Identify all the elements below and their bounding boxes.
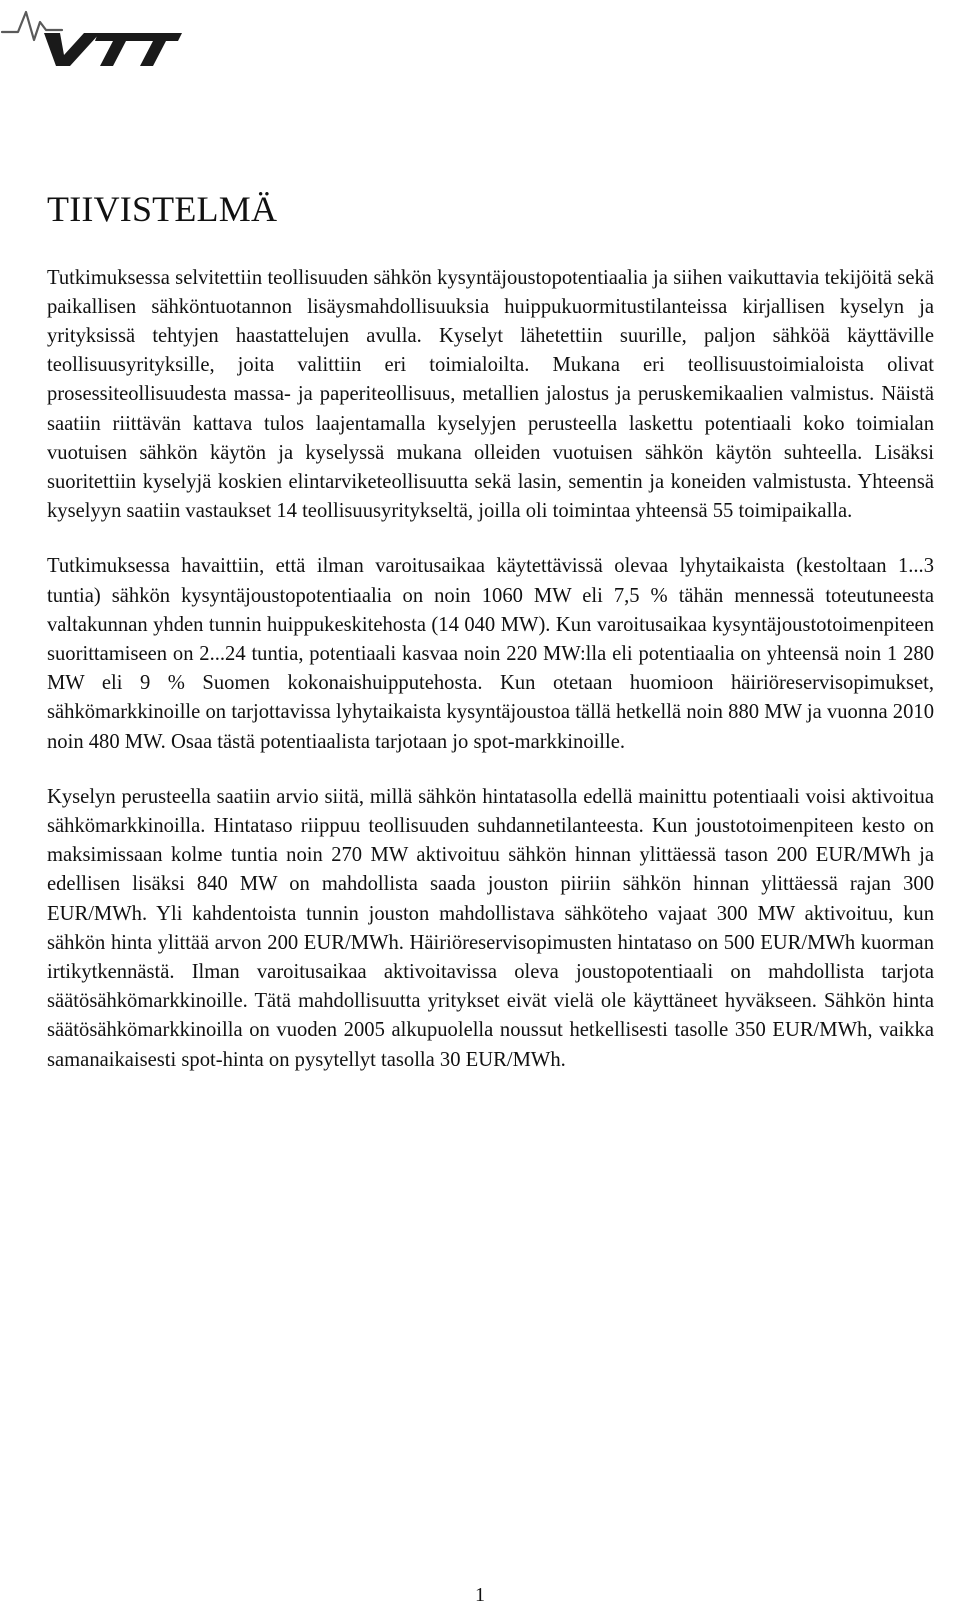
paragraph-1: Tutkimuksessa selvitettiin teollisuuden sähkön kysyntäjoustopotentiaalia ja siihen vaikuttavia tekijöitä sekä paikallisen sähköntuotannon lisäysmahdollisuuksia huippukuormitustilanteissa kirjallisen kyselyn ja yrityksissä tehtyjen haastattelujen avulla. Kyselyt lähetettiin suurille, paljon sähköä käyttäville teollisuusyrityksille, joita valittiin eri toimialoilta. Mukana eri teollisuustoimialoista olivat prosessiteollisuudesta massa- ja paperiteollisuus, metallien jalostus ja peruskemikaalien valmistus. Näistä saatiin riittävän kattava tulos laajentamalla kyselyjen perusteella laskettu potentiaali koko toimialan vuotuisen sähkön käytön ja kyselyssä mukana olleiden vuotuisen sähkön käytön suhteella. Lisäksi suoritettiin kyselyjä koskien elintarviketeollisuutta sekä lasin, sementin ja koneiden valmistusta. Yhteensä kyselyyn saatiin vastaukset 14 teollisuusyritykseltä, joilla oli toimintaa yhteensä 55 toimipaikalla. xyxy=(47,266,934,523)
paragraph-3: Kyselyn perusteella saatiin arvio siitä, millä sähkön hintatasolla edellä mainittu potentiaali voisi aktivoitua sähkömarkkinoilla. Hintataso riippuu teollisuuden suhdannetilanteesta. Kun joustotoimenpiteen kesto on maksimissaan kolme tuntia noin 270 MW aktivoituu sähkön hinnan ylittäessä tason 200 EUR/MWh ja edellisen lisäksi 840 MW on mahdollista saada jouston piiriin sähkön hinnan ylittäessä rajan 300 EUR/MWh. Yli kahdentoista tunnin jouston mahdollistava sähköteho vajaat 300 MW aktivoituu, kun sähkön hinta ylittää arvon 200 EUR/MWh. Häiriöreservisopimusten hintataso on 500 EUR/MWh kuorman irtikytkennästä. Ilman varoitusaikaa aktivoitavissa oleva joustopotentiaali on mahdollista tarjota säätösähkömarkkinoille. Tätä mahdollisuutta yritykset eivät vielä ole käyttäneet hyväkseen. Sähkön hinta säätösähkömarkkinoilla on vuoden 2005 alkupuolella noussut hetkellisesti tasolle 350 EUR/MWh, vaikka samanaikaisesti spot-hinta on pysytellyt tasolla 30 EUR/MWh. xyxy=(47,785,934,1071)
vtt-logo xyxy=(0,0,185,70)
document-body xyxy=(47,190,934,1101)
vtt-logo-icon xyxy=(0,0,185,70)
page-number: 1 xyxy=(475,1584,485,1606)
document-heading: TIIVISTELMÄ xyxy=(47,189,278,229)
paragraph-2: Tutkimuksessa havaittiin, että ilman varoitusaikaa käytettävissä olevaa lyhytaikaista (kestoltaan 1...3 tuntia) sähkön kysyntäjoustopotentiaalia on noin 1060 MW eli 7,5 % tähän mennessä toteutuneesta valtakunnan yhden tunnin huippukeskitehosta (14 040 MW). Kun varoitusaikaa kysyntäjoustotoimenpiteen suorittamiseen on 2...24 tuntia, potentiaali kasvaa noin 220 MW:lla eli potentiaalia on yhteensä noin 1 280 MW eli 9 % Suomen kokonaishuipputehosta. Kun otetaan huomioon häiriöreservisopimukset, sähkömarkkinoille on tarjottavissa lyhytaikaista kysyntäjoustoa tällä hetkellä noin 880 MW ja vuonna 2010 noin 480 MW. Osaa tästä potentiaalista tarjotaan jo spot-markkinoille. xyxy=(47,555,934,753)
